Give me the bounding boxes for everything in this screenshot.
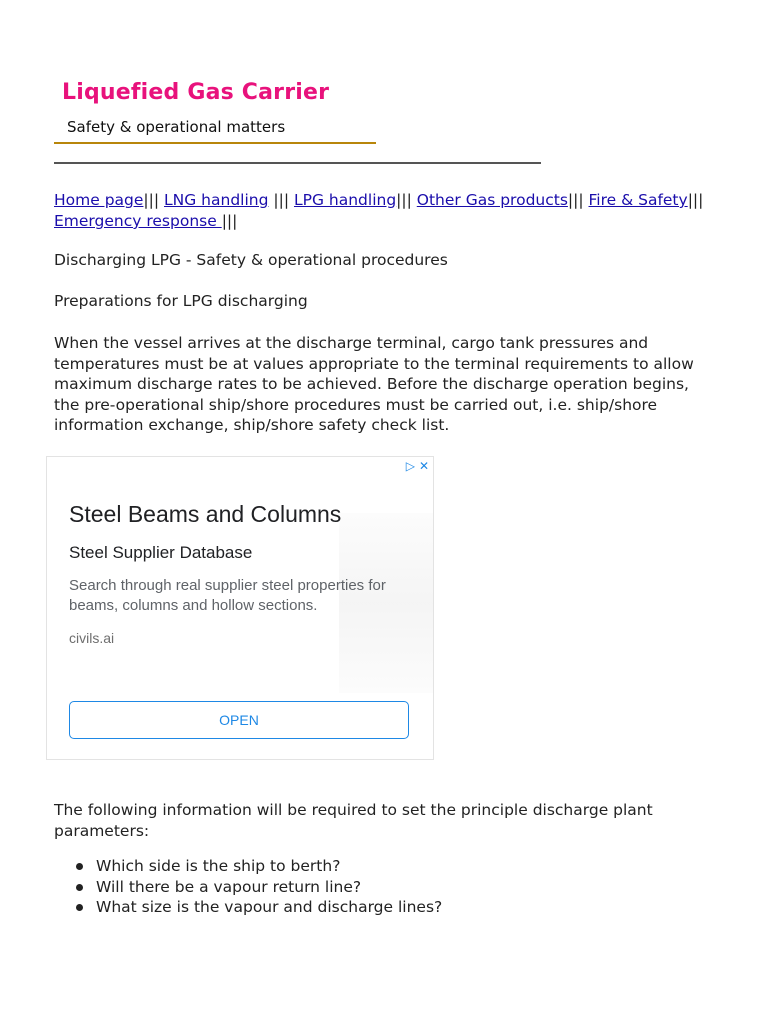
- logo-subtitle: Safety & operational matters: [67, 118, 286, 136]
- ad-description: Search through real supplier steel properties for beams, columns and hollow sections.: [69, 577, 386, 614]
- advertisement[interactable]: [46, 456, 434, 760]
- logo-title: Liquefied Gas Carrier: [62, 80, 330, 105]
- list-item-text: Which side is the ship to berth?: [96, 857, 341, 875]
- intro-paragraph: When the vessel arrives at the discharge terminal, cargo tank pressures and temperatures must be at values appropriate to the terminal requirements to allow maximum discharge rates to be achieved. Before the discharge operation begins, the pre-operational ship/shore procedures must be carried out, i.e. ship/shore information exchange, ship/shore safety check list.: [54, 334, 694, 435]
- bullet-icon: [76, 863, 83, 870]
- nav-separator: |||: [567, 191, 589, 209]
- horizontal-divider: [54, 162, 541, 164]
- section-heading: Preparations for LPG discharging: [54, 292, 308, 310]
- list-item: [54, 877, 714, 898]
- nav-link-other-gas[interactable]: Other Gas products: [416, 191, 568, 209]
- close-icon[interactable]: ✕: [418, 459, 429, 473]
- adchoices-icon[interactable]: ▷: [405, 459, 415, 473]
- nav-link-home[interactable]: Home page: [54, 191, 144, 209]
- nav-separator: |||: [687, 191, 704, 209]
- ad-choices[interactable]: [402, 459, 429, 473]
- nav-separator: |||: [143, 191, 165, 209]
- list-item-text: Will there be a vapour return line?: [96, 877, 362, 896]
- nav-separator: |||: [268, 191, 294, 209]
- bullet-icon: [76, 904, 83, 911]
- list-item: [54, 856, 714, 877]
- ad-domain: civils.ai: [69, 630, 115, 646]
- nav-separator: |||: [221, 212, 238, 230]
- nav-link-lng[interactable]: LNG handling: [164, 191, 269, 209]
- list-item-text: What size is the vapour and discharge lines?: [96, 898, 443, 917]
- bullet-icon: [76, 884, 83, 891]
- ad-title[interactable]: Steel Beams and Columns: [69, 501, 342, 527]
- site-logo: [54, 76, 376, 146]
- ad-open-button[interactable]: OPEN: [69, 701, 409, 739]
- ad-subtitle: Steel Supplier Database: [69, 543, 253, 562]
- nav-separator: |||: [396, 191, 417, 209]
- nav-links: [54, 190, 714, 232]
- logo-underline: [54, 142, 376, 144]
- page-title: Discharging LPG - Safety & operational procedures: [54, 251, 448, 269]
- requirements-paragraph: The following information will be required to set the principle discharge plant parameters:: [54, 801, 653, 840]
- nav-link-fire-safety[interactable]: Fire & Safety: [588, 191, 688, 209]
- list-item: [54, 897, 714, 918]
- nav-link-emergency[interactable]: Emergency response: [54, 212, 222, 230]
- requirements-list: [54, 856, 714, 918]
- nav-link-lpg[interactable]: LPG handling: [293, 191, 397, 209]
